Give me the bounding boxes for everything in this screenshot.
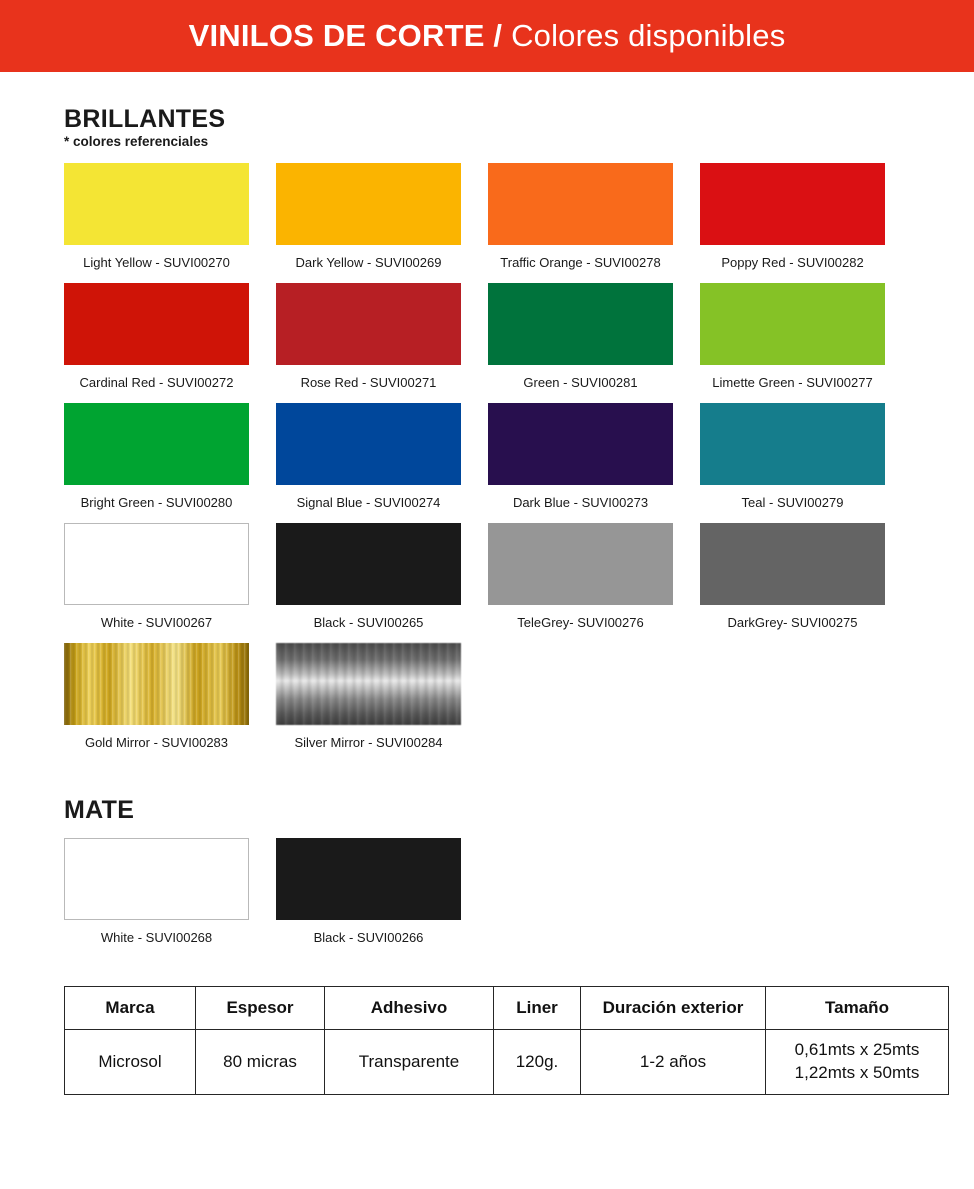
color-label: Gold Mirror - SUVI00283	[84, 735, 229, 751]
color-label: Green - SUVI00281	[523, 375, 638, 391]
table-header-liner: Liner	[494, 986, 581, 1029]
color-swatch	[700, 403, 885, 485]
color-label: DarkGrey- SUVI00275	[727, 615, 858, 631]
table-row	[65, 1029, 949, 1094]
color-swatch	[276, 163, 461, 245]
color-cell	[64, 643, 276, 750]
section-title-brillantes: BRILLANTES	[64, 105, 226, 133]
color-cell	[488, 163, 700, 270]
section-header-brillantes	[64, 106, 974, 149]
color-swatch	[488, 163, 673, 245]
color-label: Black - SUVI00265	[313, 615, 424, 631]
color-grid-brillantes	[64, 163, 912, 763]
color-label: Limette Green - SUVI00277	[712, 375, 873, 391]
color-cell	[700, 283, 912, 390]
color-label: Poppy Red - SUVI00282	[721, 255, 864, 271]
color-swatch	[488, 523, 673, 605]
table-header-adhesivo: Adhesivo	[325, 986, 494, 1029]
color-grid-mate	[64, 838, 912, 958]
color-swatch	[276, 838, 461, 920]
color-label: Teal - SUVI00279	[741, 495, 844, 511]
color-cell	[488, 403, 700, 510]
table-cell-tamano-line2: 1,22mts x 50mts	[794, 1062, 920, 1082]
color-label: Silver Mirror - SUVI00284	[294, 735, 443, 751]
table-cell-tamano	[766, 1029, 949, 1094]
color-swatch	[64, 838, 249, 920]
table-header-tamano: Tamaño	[766, 986, 949, 1029]
color-label: TeleGrey- SUVI00276	[517, 615, 644, 631]
specification-table-wrapper	[64, 986, 920, 1095]
color-cell	[700, 403, 912, 510]
color-swatch	[64, 403, 249, 485]
color-cell	[64, 838, 276, 945]
page-header-banner	[0, 0, 974, 72]
color-cell	[276, 163, 488, 270]
color-swatch	[64, 523, 249, 605]
color-cell	[276, 403, 488, 510]
color-label: Bright Green - SUVI00280	[80, 495, 233, 511]
color-swatch	[276, 643, 461, 725]
color-swatch	[64, 163, 249, 245]
page-title-strong: VINILOS DE CORTE /	[188, 18, 503, 53]
color-label: Cardinal Red - SUVI00272	[79, 375, 234, 391]
table-header-marca: Marca	[65, 986, 196, 1029]
color-cell	[276, 838, 488, 945]
color-cell	[64, 163, 276, 270]
color-cell	[64, 523, 276, 630]
color-label: Dark Blue - SUVI00273	[512, 495, 649, 511]
color-cell	[488, 523, 700, 630]
page-title	[189, 18, 786, 54]
section-title-mate: MATE	[64, 796, 135, 825]
color-swatch	[700, 283, 885, 365]
table-cell-duracion: 1-2 años	[581, 1029, 766, 1094]
page-content	[0, 106, 974, 1095]
page-title-light: Colores disponibles	[511, 18, 786, 53]
color-cell	[700, 523, 912, 630]
table-header-row	[65, 986, 949, 1029]
color-swatch	[276, 403, 461, 485]
color-cell	[488, 283, 700, 390]
color-label: Signal Blue - SUVI00274	[296, 495, 441, 511]
color-label: Black - SUVI00266	[313, 929, 424, 945]
specification-table	[64, 986, 949, 1095]
color-swatch	[64, 283, 249, 365]
color-swatch	[488, 403, 673, 485]
color-swatch	[276, 523, 461, 605]
table-cell-adhesivo: Transparente	[325, 1029, 494, 1094]
color-label: White - SUVI00267	[100, 615, 213, 631]
color-swatch	[276, 283, 461, 365]
color-cell	[64, 283, 276, 390]
table-cell-tamano-line1: 0,61mts x 25mts	[794, 1039, 920, 1059]
color-label: White - SUVI00268	[100, 929, 213, 945]
table-cell-marca: Microsol	[65, 1029, 196, 1094]
color-label: Rose Red - SUVI00271	[300, 375, 437, 391]
color-cell	[276, 643, 488, 750]
color-swatch	[64, 643, 249, 725]
color-cell	[276, 283, 488, 390]
color-label: Dark Yellow - SUVI00269	[295, 255, 442, 271]
color-cell	[700, 163, 912, 270]
table-cell-espesor: 80 micras	[196, 1029, 325, 1094]
section-subtitle-brillantes: * colores referenciales	[64, 134, 209, 150]
table-cell-liner: 120g.	[494, 1029, 581, 1094]
table-header-duracion: Duración exterior	[581, 986, 766, 1029]
color-swatch	[700, 163, 885, 245]
section-header-mate	[64, 797, 974, 823]
table-header-espesor: Espesor	[196, 986, 325, 1029]
color-cell	[276, 523, 488, 630]
color-cell	[64, 403, 276, 510]
color-swatch	[700, 523, 885, 605]
color-label: Light Yellow - SUVI00270	[83, 255, 230, 271]
color-label: Traffic Orange - SUVI00278	[500, 255, 661, 271]
color-swatch	[488, 283, 673, 365]
